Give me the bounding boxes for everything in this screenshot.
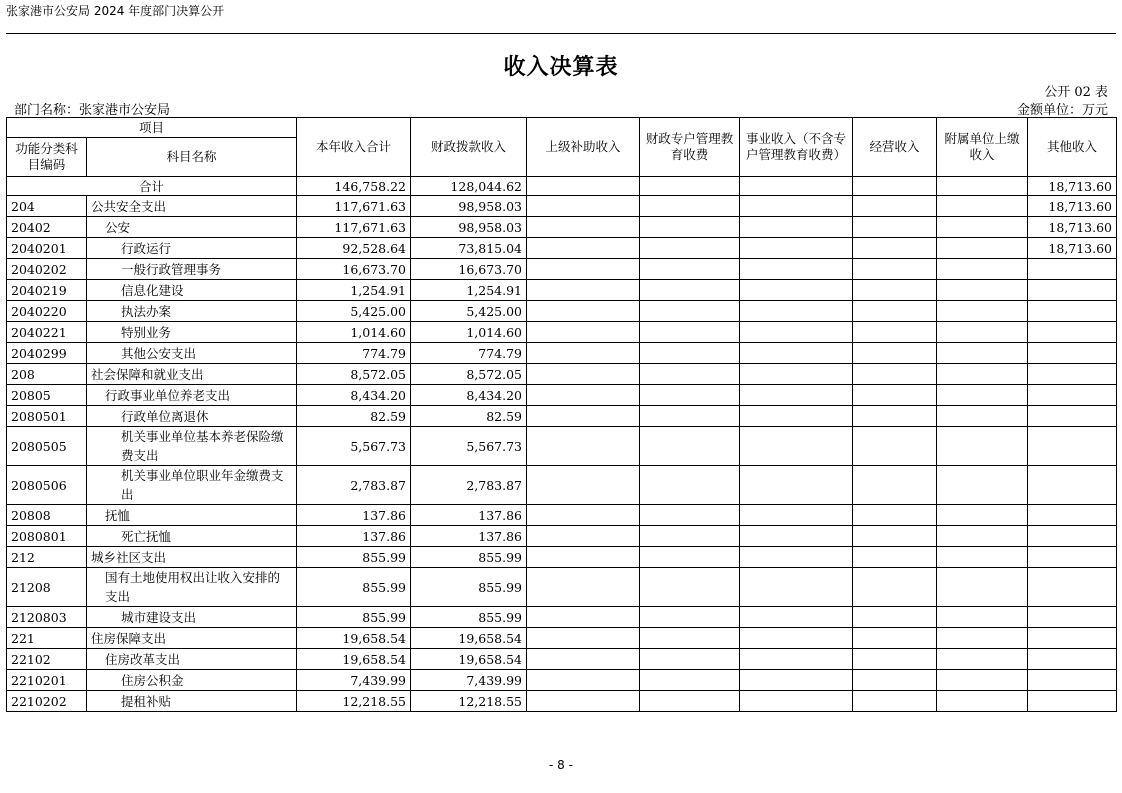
- row-operating: [853, 259, 937, 280]
- row-fiscal: 855.99: [411, 547, 527, 568]
- row-total: 855.99: [297, 607, 411, 628]
- row-code: 2040221: [7, 322, 87, 343]
- row-fiscal: 98,958.03: [411, 196, 527, 217]
- row-affiliated: [937, 280, 1028, 301]
- row-other: [1028, 526, 1117, 547]
- table-row: [7, 385, 1117, 406]
- row-affiliated: [937, 385, 1028, 406]
- row-other: [1028, 466, 1117, 505]
- row-fiscal: 19,658.54: [411, 628, 527, 649]
- row-edu: [640, 427, 740, 466]
- total-cell-business: [740, 177, 853, 196]
- row-fiscal: 12,218.55: [411, 691, 527, 712]
- row-operating: [853, 238, 937, 259]
- row-total: 1,254.91: [297, 280, 411, 301]
- row-affiliated: [937, 670, 1028, 691]
- row-total: 855.99: [297, 568, 411, 607]
- row-superior: [527, 505, 640, 526]
- table-row: [7, 259, 1117, 280]
- header-edu: 财政专户管理教育收费: [640, 118, 740, 177]
- row-superior: [527, 322, 640, 343]
- row-business: [740, 385, 853, 406]
- row-superior: [527, 691, 640, 712]
- row-superior: [527, 628, 640, 649]
- row-edu: [640, 670, 740, 691]
- row-total: 8,434.20: [297, 385, 411, 406]
- header-business: 事业收入（不含专户管理教育收费）: [740, 118, 853, 177]
- row-business: [740, 343, 853, 364]
- row-other: 18,713.60: [1028, 217, 1117, 238]
- table-row: [7, 217, 1117, 238]
- row-name: 执法办案: [87, 301, 297, 322]
- row-code: 2210202: [7, 691, 87, 712]
- row-superior: [527, 427, 640, 466]
- row-affiliated: [937, 322, 1028, 343]
- row-affiliated: [937, 505, 1028, 526]
- row-other: [1028, 427, 1117, 466]
- row-other: [1028, 322, 1117, 343]
- row-affiliated: [937, 238, 1028, 259]
- row-superior: [527, 526, 640, 547]
- row-fiscal: 98,958.03: [411, 217, 527, 238]
- row-business: [740, 301, 853, 322]
- row-total: 92,528.64: [297, 238, 411, 259]
- row-superior: [527, 466, 640, 505]
- header-affiliated: 附属单位上缴收入: [937, 118, 1028, 177]
- table-row: [7, 628, 1117, 649]
- row-fiscal: 1,254.91: [411, 280, 527, 301]
- table-row: [7, 505, 1117, 526]
- table-row: [7, 406, 1117, 427]
- row-business: [740, 628, 853, 649]
- header-divider: [6, 33, 1116, 34]
- row-affiliated: [937, 406, 1028, 427]
- row-code: 212: [7, 547, 87, 568]
- row-name: 行政单位离退休: [87, 406, 297, 427]
- table-number: 公开 02 表: [1044, 85, 1108, 100]
- header-superior: 上级补助收入: [527, 118, 640, 177]
- row-code: 20808: [7, 505, 87, 526]
- table-row: [7, 427, 1117, 466]
- row-fiscal: 8,434.20: [411, 385, 527, 406]
- row-superior: [527, 364, 640, 385]
- row-total: 137.86: [297, 505, 411, 526]
- row-edu: [640, 406, 740, 427]
- total-row: [7, 177, 1117, 196]
- row-other: [1028, 364, 1117, 385]
- row-total: 19,658.54: [297, 649, 411, 670]
- row-code: 2040201: [7, 238, 87, 259]
- row-fiscal: 16,673.70: [411, 259, 527, 280]
- row-affiliated: [937, 259, 1028, 280]
- row-name: 其他公安支出: [87, 343, 297, 364]
- table-row: [7, 301, 1117, 322]
- row-operating: [853, 628, 937, 649]
- row-fiscal: 137.86: [411, 505, 527, 526]
- row-superior: [527, 238, 640, 259]
- row-total: 137.86: [297, 526, 411, 547]
- row-code: 20402: [7, 217, 87, 238]
- row-affiliated: [937, 343, 1028, 364]
- row-name: 行政事业单位养老支出: [87, 385, 297, 406]
- row-name: 机关事业单位职业年金缴费支出: [87, 466, 297, 505]
- row-name: 提租补贴: [87, 691, 297, 712]
- row-name: 行政运行: [87, 238, 297, 259]
- row-total: 2,783.87: [297, 466, 411, 505]
- row-superior: [527, 649, 640, 670]
- row-code: 2120803: [7, 607, 87, 628]
- row-edu: [640, 568, 740, 607]
- row-superior: [527, 217, 640, 238]
- total-cell-fiscal: 128,044.62: [411, 177, 527, 196]
- row-code: 2080501: [7, 406, 87, 427]
- row-fiscal: 1,014.60: [411, 322, 527, 343]
- row-other: [1028, 649, 1117, 670]
- row-affiliated: [937, 526, 1028, 547]
- row-operating: [853, 364, 937, 385]
- row-fiscal: 19,658.54: [411, 649, 527, 670]
- row-name: 国有土地使用权出让收入安排的支出: [87, 568, 297, 607]
- row-superior: [527, 259, 640, 280]
- row-affiliated: [937, 547, 1028, 568]
- row-affiliated: [937, 691, 1028, 712]
- department-name: 部门名称：张家港市公安局: [14, 103, 171, 118]
- row-affiliated: [937, 628, 1028, 649]
- row-total: 855.99: [297, 547, 411, 568]
- table-row: [7, 322, 1117, 343]
- row-other: [1028, 568, 1117, 607]
- row-other: [1028, 670, 1117, 691]
- row-code: 22102: [7, 649, 87, 670]
- row-name: 一般行政管理事务: [87, 259, 297, 280]
- row-code: 2040220: [7, 301, 87, 322]
- row-fiscal: 73,815.04: [411, 238, 527, 259]
- row-superior: [527, 406, 640, 427]
- row-fiscal: 855.99: [411, 607, 527, 628]
- row-superior: [527, 196, 640, 217]
- row-superior: [527, 607, 640, 628]
- row-superior: [527, 301, 640, 322]
- row-edu: [640, 343, 740, 364]
- row-fiscal: 5,567.73: [411, 427, 527, 466]
- row-total: 8,572.05: [297, 364, 411, 385]
- row-other: [1028, 259, 1117, 280]
- row-edu: [640, 505, 740, 526]
- row-name: 住房改革支出: [87, 649, 297, 670]
- row-fiscal: 2,783.87: [411, 466, 527, 505]
- row-affiliated: [937, 217, 1028, 238]
- row-code: 2080801: [7, 526, 87, 547]
- row-business: [740, 568, 853, 607]
- table-row: [7, 568, 1117, 607]
- row-code: 21208: [7, 568, 87, 607]
- row-business: [740, 691, 853, 712]
- row-business: [740, 196, 853, 217]
- row-business: [740, 259, 853, 280]
- row-code: 2210201: [7, 670, 87, 691]
- total-label: 合计: [7, 177, 297, 196]
- header-subject-name: 科目名称: [87, 138, 297, 177]
- row-name: 公安: [87, 217, 297, 238]
- row-other: [1028, 607, 1117, 628]
- page-title: 收入决算表: [503, 55, 619, 80]
- row-edu: [640, 649, 740, 670]
- row-affiliated: [937, 364, 1028, 385]
- row-fiscal: 8,572.05: [411, 364, 527, 385]
- row-business: [740, 466, 853, 505]
- row-edu: [640, 301, 740, 322]
- row-total: 16,673.70: [297, 259, 411, 280]
- row-operating: [853, 526, 937, 547]
- table-row: [7, 547, 1117, 568]
- row-fiscal: 774.79: [411, 343, 527, 364]
- row-fiscal: 137.86: [411, 526, 527, 547]
- total-cell-operating: [853, 177, 937, 196]
- row-affiliated: [937, 466, 1028, 505]
- row-operating: [853, 607, 937, 628]
- row-operating: [853, 196, 937, 217]
- row-business: [740, 217, 853, 238]
- header-operating: 经营收入: [853, 118, 937, 177]
- table-row: [7, 364, 1117, 385]
- row-business: [740, 427, 853, 466]
- row-operating: [853, 505, 937, 526]
- row-name: 机关事业单位基本养老保险缴费支出: [87, 427, 297, 466]
- row-name: 住房保障支出: [87, 628, 297, 649]
- row-other: [1028, 505, 1117, 526]
- row-edu: [640, 196, 740, 217]
- page-number: - 8 -: [549, 758, 573, 772]
- row-edu: [640, 526, 740, 547]
- total-cell-total: 146,758.22: [297, 177, 411, 196]
- row-business: [740, 322, 853, 343]
- row-name: 特别业务: [87, 322, 297, 343]
- row-business: [740, 607, 853, 628]
- table-row: [7, 526, 1117, 547]
- row-edu: [640, 217, 740, 238]
- row-affiliated: [937, 427, 1028, 466]
- row-operating: [853, 568, 937, 607]
- row-operating: [853, 343, 937, 364]
- row-total: 7,439.99: [297, 670, 411, 691]
- row-superior: [527, 568, 640, 607]
- row-edu: [640, 547, 740, 568]
- table-row: [7, 238, 1117, 259]
- row-total: 19,658.54: [297, 628, 411, 649]
- row-total: 1,014.60: [297, 322, 411, 343]
- row-name: 公共安全支出: [87, 196, 297, 217]
- row-other: [1028, 691, 1117, 712]
- row-edu: [640, 385, 740, 406]
- row-fiscal: 5,425.00: [411, 301, 527, 322]
- row-operating: [853, 466, 937, 505]
- row-operating: [853, 691, 937, 712]
- row-code: 2040219: [7, 280, 87, 301]
- row-code: 2080506: [7, 466, 87, 505]
- amount-unit: 金额单位：万元: [1016, 103, 1108, 118]
- table-row: [7, 196, 1117, 217]
- total-cell-other: 18,713.60: [1028, 177, 1117, 196]
- row-total: 12,218.55: [297, 691, 411, 712]
- row-superior: [527, 385, 640, 406]
- row-total: 5,567.73: [297, 427, 411, 466]
- row-edu: [640, 238, 740, 259]
- row-other: [1028, 301, 1117, 322]
- row-code: 221: [7, 628, 87, 649]
- row-superior: [527, 547, 640, 568]
- row-total: 774.79: [297, 343, 411, 364]
- row-other: [1028, 547, 1117, 568]
- row-operating: [853, 301, 937, 322]
- row-other: 18,713.60: [1028, 238, 1117, 259]
- row-operating: [853, 547, 937, 568]
- row-affiliated: [937, 607, 1028, 628]
- row-name: 城乡社区支出: [87, 547, 297, 568]
- row-edu: [640, 322, 740, 343]
- row-operating: [853, 406, 937, 427]
- row-code: 2040202: [7, 259, 87, 280]
- row-fiscal: 855.99: [411, 568, 527, 607]
- row-affiliated: [937, 568, 1028, 607]
- row-business: [740, 547, 853, 568]
- row-operating: [853, 427, 937, 466]
- header-func-code: 功能分类科目编码: [7, 138, 87, 177]
- table-row: [7, 280, 1117, 301]
- table-row: [7, 691, 1117, 712]
- row-other: [1028, 628, 1117, 649]
- header-fiscal: 财政拨款收入: [411, 118, 527, 177]
- row-name: 死亡抚恤: [87, 526, 297, 547]
- row-other: [1028, 385, 1117, 406]
- row-name: 城市建设支出: [87, 607, 297, 628]
- row-name: 住房公积金: [87, 670, 297, 691]
- row-other: [1028, 343, 1117, 364]
- total-cell-superior: [527, 177, 640, 196]
- row-operating: [853, 670, 937, 691]
- row-affiliated: [937, 196, 1028, 217]
- total-cell-affiliated: [937, 177, 1028, 196]
- row-business: [740, 526, 853, 547]
- row-other: [1028, 280, 1117, 301]
- table-row: [7, 649, 1117, 670]
- row-edu: [640, 364, 740, 385]
- row-edu: [640, 466, 740, 505]
- row-code: 2040299: [7, 343, 87, 364]
- row-edu: [640, 280, 740, 301]
- table-row: [7, 466, 1117, 505]
- table-row: [7, 343, 1117, 364]
- row-edu: [640, 691, 740, 712]
- table-row: [7, 670, 1117, 691]
- row-fiscal: 82.59: [411, 406, 527, 427]
- row-edu: [640, 607, 740, 628]
- row-business: [740, 649, 853, 670]
- row-fiscal: 7,439.99: [411, 670, 527, 691]
- row-business: [740, 670, 853, 691]
- row-operating: [853, 322, 937, 343]
- table-row: [7, 607, 1117, 628]
- header-total: 本年收入合计: [297, 118, 411, 177]
- row-name: 抚恤: [87, 505, 297, 526]
- row-business: [740, 238, 853, 259]
- row-other: [1028, 406, 1117, 427]
- row-total: 82.59: [297, 406, 411, 427]
- row-operating: [853, 385, 937, 406]
- row-affiliated: [937, 649, 1028, 670]
- row-total: 117,671.63: [297, 196, 411, 217]
- header-other: 其他收入: [1028, 118, 1117, 177]
- row-superior: [527, 670, 640, 691]
- row-edu: [640, 628, 740, 649]
- row-name: 信息化建设: [87, 280, 297, 301]
- row-code: 204: [7, 196, 87, 217]
- row-operating: [853, 280, 937, 301]
- row-code: 208: [7, 364, 87, 385]
- row-code: 20805: [7, 385, 87, 406]
- row-affiliated: [937, 301, 1028, 322]
- row-name: 社会保障和就业支出: [87, 364, 297, 385]
- row-business: [740, 505, 853, 526]
- row-other: 18,713.60: [1028, 196, 1117, 217]
- row-edu: [640, 259, 740, 280]
- row-business: [740, 280, 853, 301]
- row-total: 117,671.63: [297, 217, 411, 238]
- document-header: 张家港市公安局 2024 年度部门决算公开: [6, 4, 225, 18]
- row-superior: [527, 343, 640, 364]
- row-total: 5,425.00: [297, 301, 411, 322]
- row-business: [740, 406, 853, 427]
- income-table: [6, 117, 1117, 712]
- row-operating: [853, 649, 937, 670]
- row-business: [740, 364, 853, 385]
- header-item: 项目: [7, 118, 297, 138]
- row-superior: [527, 280, 640, 301]
- total-cell-edu: [640, 177, 740, 196]
- row-operating: [853, 217, 937, 238]
- row-code: 2080505: [7, 427, 87, 466]
